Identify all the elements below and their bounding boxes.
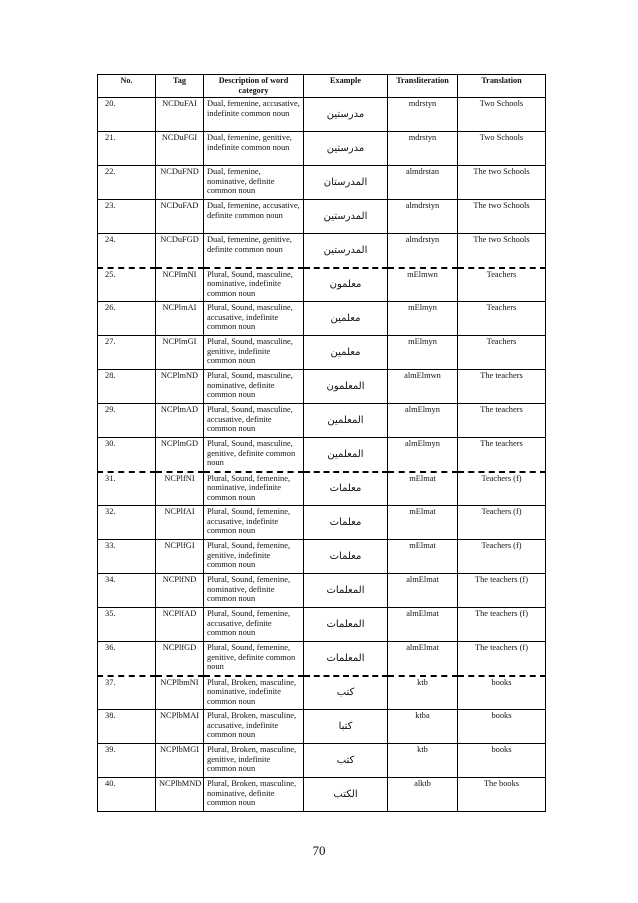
header-translation: Translation (458, 75, 546, 98)
cell-description: Plural, Broken, masculine, genitive, indefinite common noun (204, 744, 304, 778)
cell-number: 21. (98, 132, 156, 166)
cell-description: Plural, Broken, masculine, nominative, definite common noun (204, 778, 304, 812)
cell-description: Plural, Sound, masculine, genitive, indefinite common noun (204, 336, 304, 370)
cell-number: 38. (98, 710, 156, 744)
cell-tag: NCPlfNI (156, 472, 204, 506)
cell-number: 24. (98, 234, 156, 268)
table-row (98, 98, 546, 132)
table-row (98, 506, 546, 540)
table-row (98, 642, 546, 676)
cell-tag: NCPlbMAI (156, 710, 204, 744)
cell-description: Plural, Sound, femenine, nominative, definite common noun (204, 574, 304, 608)
cell-transliteration: ktba (388, 710, 458, 744)
cell-example: مدرستين (304, 98, 388, 132)
table-row (98, 744, 546, 778)
cell-description: Plural, Sound, femenine, genitive, indefinite common noun (204, 540, 304, 574)
cell-description: Plural, Sound, masculine, genitive, definite common noun (204, 438, 304, 472)
cell-example: المعلمين (304, 404, 388, 438)
cell-example: الكتب (304, 778, 388, 812)
cell-example: المعلمين (304, 438, 388, 472)
cell-translation: The teachers (f) (458, 642, 546, 676)
cell-transliteration: mElmwn (388, 268, 458, 302)
word-category-table (97, 74, 546, 812)
cell-example: المعلمون (304, 370, 388, 404)
cell-number: 23. (98, 200, 156, 234)
cell-transliteration: almElmyn (388, 404, 458, 438)
cell-translation: books (458, 744, 546, 778)
cell-number: 25. (98, 268, 156, 302)
cell-number: 29. (98, 404, 156, 438)
cell-translation: Two Schools (458, 132, 546, 166)
cell-tag: NCPlmAI (156, 302, 204, 336)
cell-description: Plural, Sound, femenine, accusative, definite common noun (204, 608, 304, 642)
cell-tag: NCDuFAD (156, 200, 204, 234)
cell-transliteration: almdrstan (388, 166, 458, 200)
header-tag: Tag (156, 75, 204, 98)
table-row (98, 404, 546, 438)
cell-translation: The two Schools (458, 200, 546, 234)
cell-tag: NCPlfGD (156, 642, 204, 676)
cell-transliteration: mElmat (388, 540, 458, 574)
cell-number: 32. (98, 506, 156, 540)
cell-transliteration: mElmat (388, 506, 458, 540)
cell-tag: NCPlmAD (156, 404, 204, 438)
cell-number: 33. (98, 540, 156, 574)
cell-tag: NCPlmGD (156, 438, 204, 472)
cell-tag: NCPlfND (156, 574, 204, 608)
table-row (98, 472, 546, 506)
cell-translation: The teachers (458, 438, 546, 472)
header-transliteration: Transliteration (388, 75, 458, 98)
cell-description: Dual, femenine, accusative, definite common noun (204, 200, 304, 234)
cell-example: معلمات (304, 540, 388, 574)
table-row (98, 302, 546, 336)
page-number: 70 (312, 843, 326, 858)
cell-transliteration: ktb (388, 744, 458, 778)
cell-transliteration: mElmyn (388, 336, 458, 370)
cell-tag: NCDuFGI (156, 132, 204, 166)
cell-tag: NCPlmNI (156, 268, 204, 302)
cell-transliteration: mElmyn (388, 302, 458, 336)
cell-transliteration: almElmat (388, 642, 458, 676)
cell-example: المدرستين (304, 200, 388, 234)
cell-translation: Teachers (f) (458, 540, 546, 574)
cell-translation: books (458, 676, 546, 710)
word-category-table-container (97, 74, 545, 812)
cell-description: Plural, Sound, masculine, nominative, definite common noun (204, 370, 304, 404)
cell-transliteration: alktb (388, 778, 458, 812)
cell-description: Dual, femenine, nominative, definite common noun (204, 166, 304, 200)
table-row (98, 710, 546, 744)
header-description: Description of word category (204, 75, 304, 98)
cell-description: Plural, Sound, masculine, accusative, definite common noun (204, 404, 304, 438)
cell-number: 31. (98, 472, 156, 506)
table-row (98, 234, 546, 268)
table-header-row (98, 75, 546, 98)
cell-number: 36. (98, 642, 156, 676)
cell-number: 34. (98, 574, 156, 608)
cell-number: 35. (98, 608, 156, 642)
cell-tag: NCPlbmNI (156, 676, 204, 710)
cell-example: المعلمات (304, 642, 388, 676)
cell-translation: books (458, 710, 546, 744)
table-row (98, 370, 546, 404)
cell-translation: Teachers (458, 302, 546, 336)
cell-translation: Two Schools (458, 98, 546, 132)
cell-translation: The teachers (f) (458, 608, 546, 642)
cell-example: المعلمات (304, 608, 388, 642)
cell-example: معلمين (304, 302, 388, 336)
cell-description: Plural, Broken, masculine, nominative, indefinite common noun (204, 676, 304, 710)
cell-number: 26. (98, 302, 156, 336)
cell-transliteration: almdrstyn (388, 234, 458, 268)
cell-transliteration: mElmat (388, 472, 458, 506)
cell-description: Dual, femenine, genitive, indefinite common noun (204, 132, 304, 166)
table-row (98, 438, 546, 472)
table-row (98, 166, 546, 200)
cell-number: 28. (98, 370, 156, 404)
cell-number: 39. (98, 744, 156, 778)
cell-transliteration: almdrstyn (388, 200, 458, 234)
cell-tag: NCPlmND (156, 370, 204, 404)
cell-transliteration: almElmyn (388, 438, 458, 472)
table-row (98, 268, 546, 302)
cell-number: 37. (98, 676, 156, 710)
header-no: No. (98, 75, 156, 98)
cell-translation: Teachers (f) (458, 506, 546, 540)
cell-transliteration: almElmwn (388, 370, 458, 404)
cell-transliteration: ktb (388, 676, 458, 710)
cell-description: Plural, Sound, masculine, accusative, indefinite common noun (204, 302, 304, 336)
cell-transliteration: mdrstyn (388, 132, 458, 166)
cell-translation: The two Schools (458, 166, 546, 200)
cell-tag: NCDuFAI (156, 98, 204, 132)
cell-translation: The teachers (458, 370, 546, 404)
cell-number: 40. (98, 778, 156, 812)
cell-translation: Teachers (458, 268, 546, 302)
cell-transliteration: almElmat (388, 608, 458, 642)
cell-translation: The teachers (f) (458, 574, 546, 608)
table-body (98, 98, 546, 812)
cell-example: كتب (304, 676, 388, 710)
cell-example: المدرستين (304, 234, 388, 268)
table-row (98, 336, 546, 370)
cell-tag: NCPlbMGI (156, 744, 204, 778)
cell-example: المدرستان (304, 166, 388, 200)
cell-description: Plural, Sound, femenine, accusative, indefinite common noun (204, 506, 304, 540)
cell-tag: NCPlfAD (156, 608, 204, 642)
cell-tag: NCDuFGD (156, 234, 204, 268)
cell-example: معلمون (304, 268, 388, 302)
cell-translation: The two Schools (458, 234, 546, 268)
cell-translation: The teachers (458, 404, 546, 438)
cell-transliteration: almElmat (388, 574, 458, 608)
cell-number: 30. (98, 438, 156, 472)
cell-example: كتب (304, 744, 388, 778)
cell-description: Dual, femenine, accusative, indefinite common noun (204, 98, 304, 132)
cell-description: Plural, Broken, masculine, accusative, indefinite common noun (204, 710, 304, 744)
cell-description: Dual, femenine, genitive, definite common noun (204, 234, 304, 268)
cell-example: المعلمات (304, 574, 388, 608)
cell-number: 27. (98, 336, 156, 370)
cell-number: 20. (98, 98, 156, 132)
cell-description: Plural, Sound, femenine, nominative, indefinite common noun (204, 472, 304, 506)
cell-tag: NCPlmGI (156, 336, 204, 370)
cell-example: كتبا (304, 710, 388, 744)
cell-translation: The books (458, 778, 546, 812)
header-example: Example (304, 75, 388, 98)
cell-transliteration: mdrstyn (388, 98, 458, 132)
cell-number: 22. (98, 166, 156, 200)
cell-tag: NCPlbMND (156, 778, 204, 812)
cell-tag: NCDuFND (156, 166, 204, 200)
cell-description: Plural, Sound, femenine, genitive, definite common noun (204, 642, 304, 676)
cell-example: معلمات (304, 472, 388, 506)
table-row (98, 608, 546, 642)
table-row (98, 200, 546, 234)
cell-tag: NCPlfAI (156, 506, 204, 540)
table-row (98, 676, 546, 710)
table-row (98, 540, 546, 574)
cell-tag: NCPlfGI (156, 540, 204, 574)
cell-translation: Teachers (458, 336, 546, 370)
table-row (98, 574, 546, 608)
cell-translation: Teachers (f) (458, 472, 546, 506)
cell-example: معلمات (304, 506, 388, 540)
table-row (98, 132, 546, 166)
cell-example: معلمين (304, 336, 388, 370)
table-row (98, 778, 546, 812)
cell-description: Plural, Sound, masculine, nominative, indefinite common noun (204, 268, 304, 302)
cell-example: مدرستين (304, 132, 388, 166)
